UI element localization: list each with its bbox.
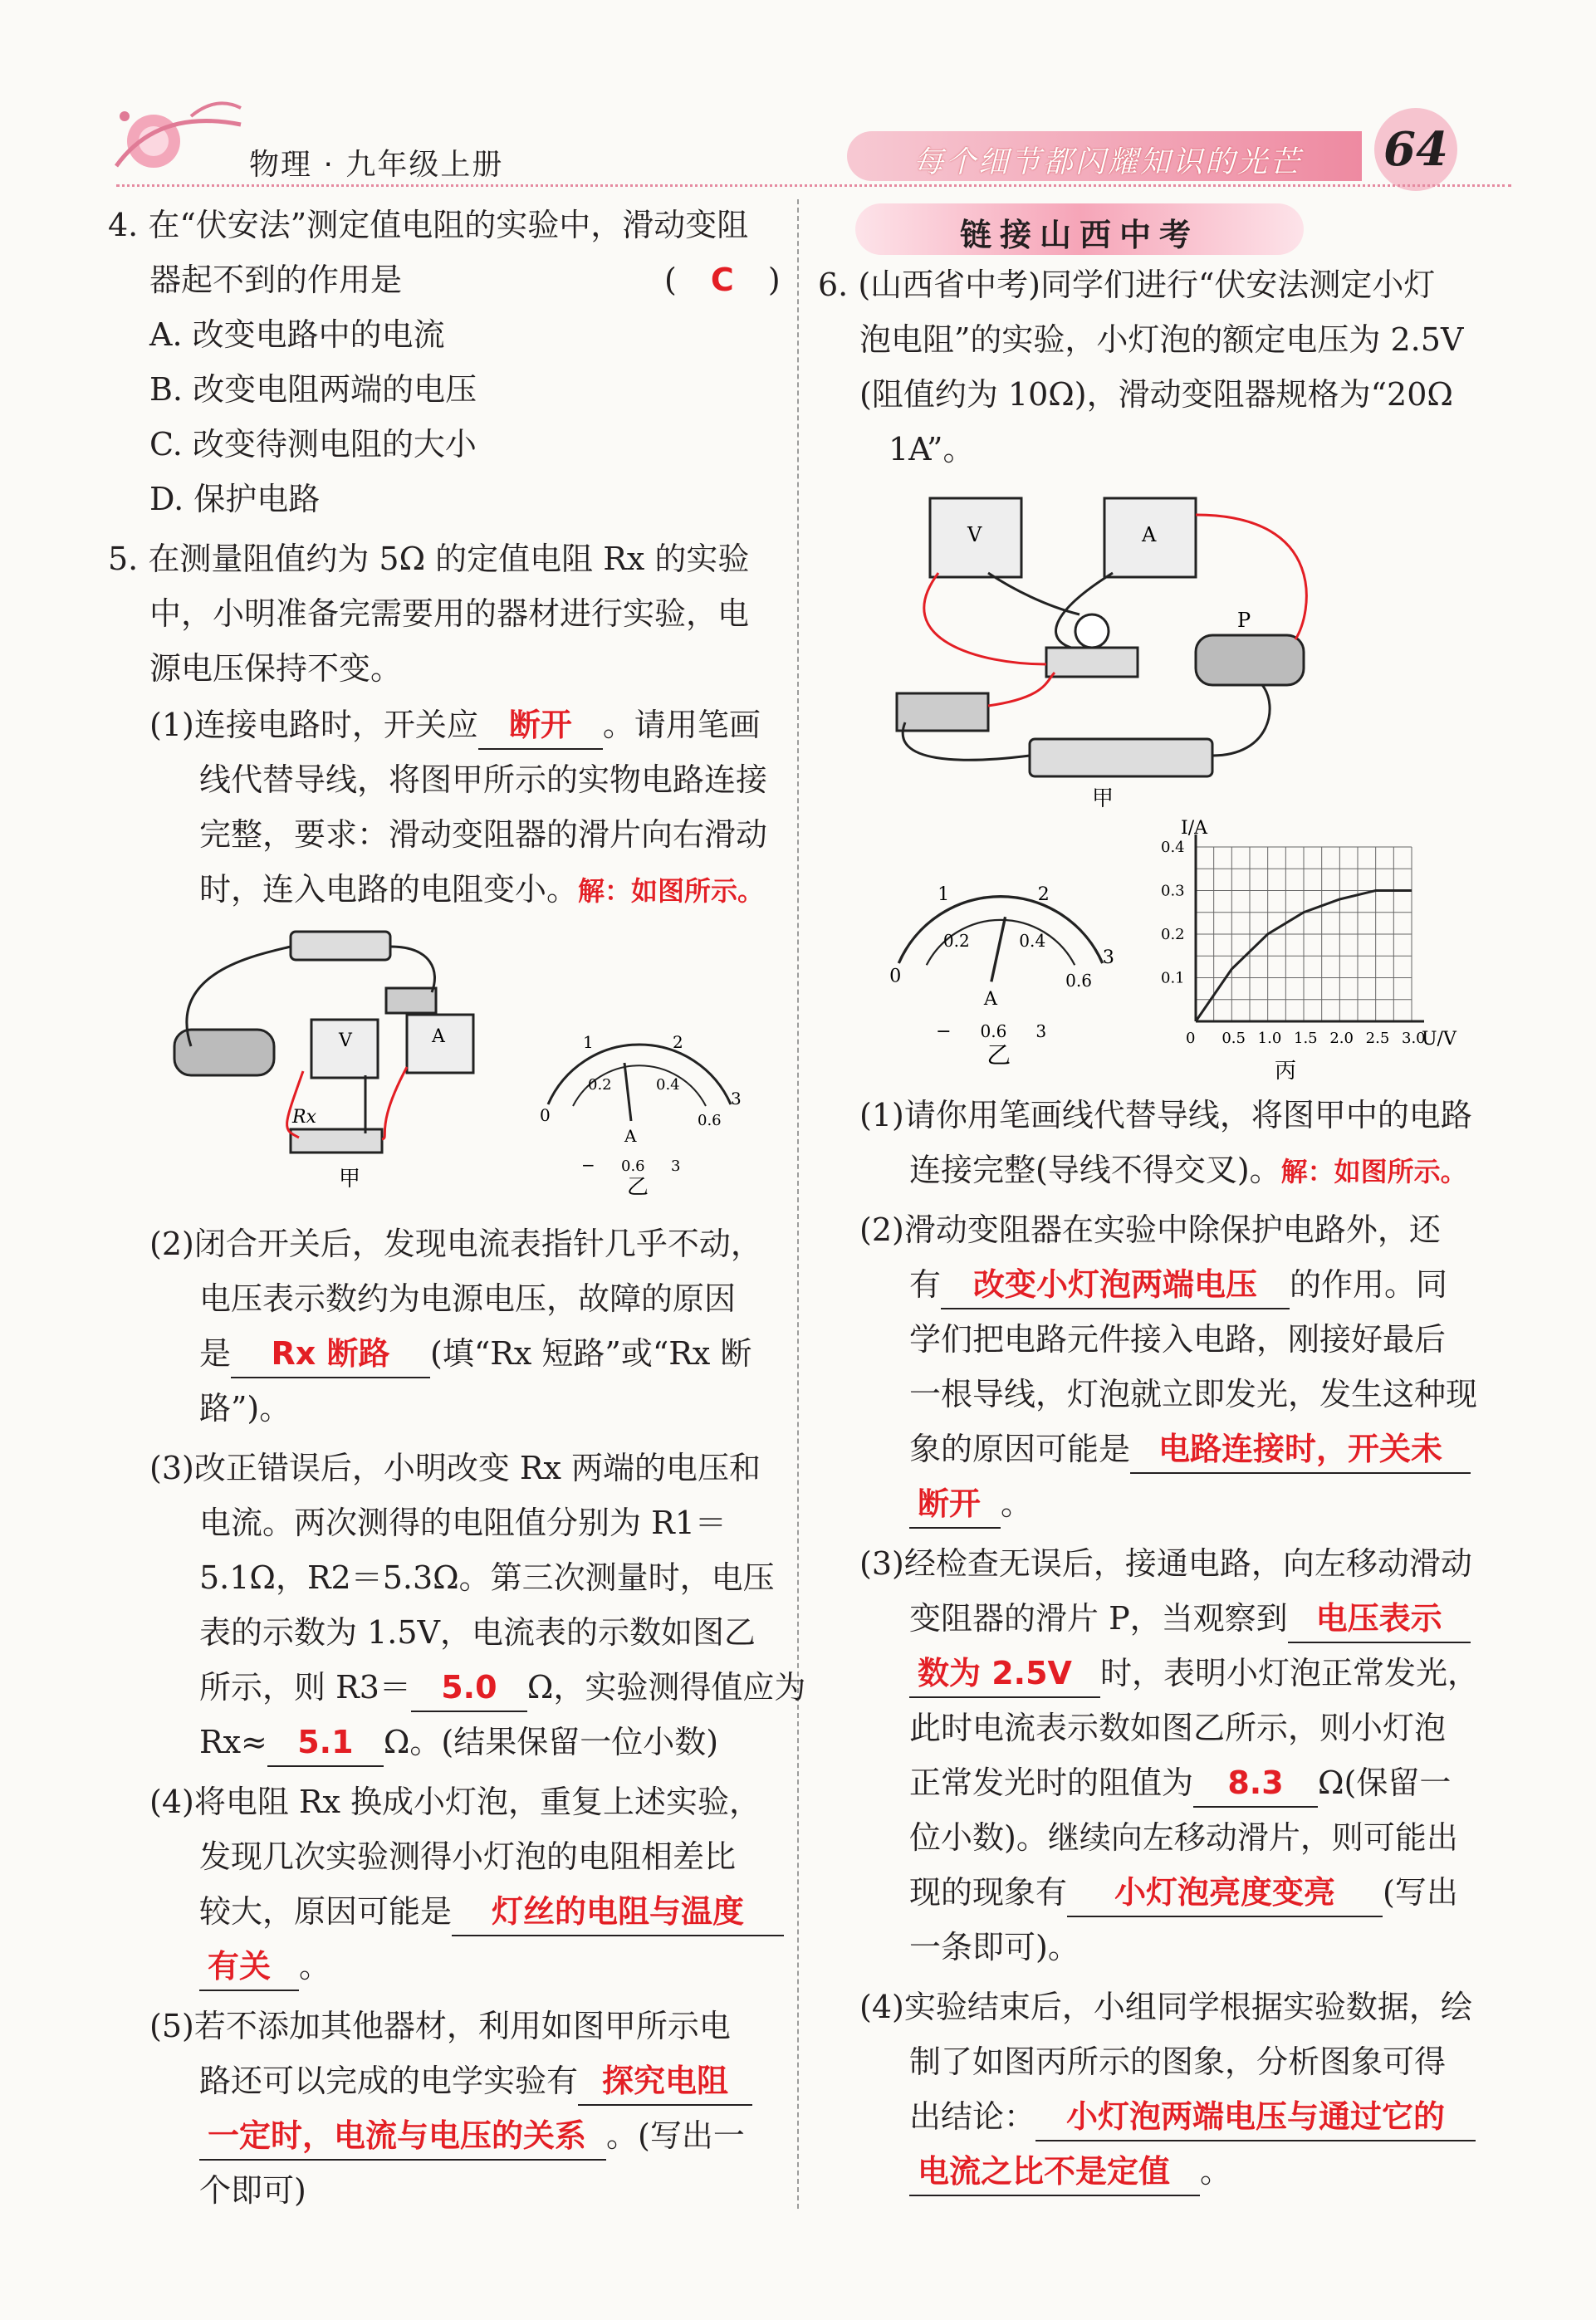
header-slogan: 每个细节都闪耀知识的光芒 [913,145,1303,179]
section-title: 链接山西中考 [959,217,1199,253]
meter-mark-0: 0 [540,1105,551,1125]
q5-p3-line2: 电流。两次测得的电阻值分别为 R1＝ [199,1505,727,1541]
q5-p3-line6: Rx≈ 5.1 Ω。(结果保留一位小数) [199,1715,718,1769]
q6-p1-line1: (1)请你用笔画线代替导线，将图甲中的电路 [859,1097,1472,1133]
q5-p1-note: 解：如图所示。 [578,875,765,907]
fig-jia-caption: 甲 [339,1167,361,1187]
q6-p3-line1: (3)经检查无误后，接通电路，向左移动滑动 [859,1545,1472,1582]
svg-text:0: 0 [889,965,902,987]
svg-text:3: 3 [1102,947,1114,968]
svg-text:0.6: 0.6 [1065,970,1092,991]
q5-p4-line3: 较大，原因可能是 灯丝的电阻与温度 [199,1884,784,1939]
q5-p5-line2: 路还可以完成的电学实验有 探究电阻 [199,2053,752,2108]
q4-option-c: C. 改变待测电阻的大小 [149,426,477,463]
svg-text:2: 2 [1037,883,1050,906]
switch [386,988,436,1013]
meter-needle-right [991,917,1006,981]
fig-bing-caption: 丙 [1275,1059,1297,1084]
q6-p2-line3: 学们把电路元件接入电路，刚接好最后 [909,1321,1447,1358]
q5-p3-line5: 所示，则 R3＝ 5.0 Ω，实验测得值应为 [199,1660,805,1715]
svg-text:A: A [1142,523,1157,546]
q5-p1-answer: 断开 [478,702,603,750]
chart-x-tick: 2.5 [1365,1030,1390,1047]
q6-p2-line2: 有 改变小灯泡两端电压 的作用。同 [909,1257,1447,1312]
q6-p1-note: 解：如图所示。 [1280,1156,1467,1187]
svg-text:0.6: 0.6 [980,1021,1007,1042]
q6-p3-line3: 数为 2.5V 时，表明小灯泡正常发光， [909,1646,1479,1701]
meter-unit: A [624,1126,637,1146]
q5-p5-answer1: 探究电阻 [578,2058,752,2106]
q6-p2-line5: 象的原因可能是 电路连接时，开关未 [909,1422,1471,1476]
ammeter-dial-yi-right [880,855,1121,1071]
q5-p2-line4: 路”)。 [199,1390,291,1427]
q6-p3-line4: 此时电流表示数如图乙所示，则小灯泡 [909,1710,1447,1746]
ammeter-label: A [432,1026,445,1047]
q6-p4-line2: 制了如图丙所示的图象，分析图象可得 [909,2043,1447,2080]
q5-p4-line4: 有关 。 [199,1939,330,1994]
meter-inner-04: 0.4 [656,1076,680,1094]
switch-right [897,693,988,731]
q5-p4-line2: 发现几次实验测得小灯泡的电阻相差比 [199,1838,737,1875]
q4-option-a: A. 改变电路中的电流 [149,316,445,353]
q6-p3-line7: 现的现象有 小灯泡亮度变亮 (写出 [909,1865,1458,1920]
terminal-neg: − [581,1155,595,1175]
q5-p1-line2: 线代替导线，将图甲所示的实物电路连接 [199,761,768,798]
q5-p3-answer2: 5.1 [267,1719,384,1767]
q6-p1-line2: 连接完整(导线不得交叉)。解：如图所示。 [909,1152,1467,1188]
header-divider [116,184,1511,187]
meter-mark-3: 3 [731,1089,742,1109]
q5-stem-1: 5. 在测量阻值约为 5Ω 的定值电阻 Rx 的实验 [108,541,750,577]
iu-graph-bing [1129,814,1511,1088]
fig-jia-right-caption: 甲 [1092,786,1114,811]
q5-p5-line1: (5)若不添加其他器材，利用如图甲所示电 [149,2008,731,2044]
q6-p3-answer1a: 电压表示 [1288,1595,1471,1643]
q5-stem-3: 源电压保持不变。 [149,650,403,687]
chart-xlabel: U/V [1422,1029,1456,1050]
q6-p4-line1: (4)实验结束后，小组同学根据实验数据，绘 [859,1989,1472,2025]
rheostat-right [1196,635,1304,685]
bulb-holder [1046,648,1138,677]
meter-inner-02: 0.2 [588,1076,612,1094]
q5-p4-answer1: 灯丝的电阻与温度 [452,1888,784,1936]
q5-p5-line4: 个即可) [199,2172,306,2209]
decorative-flower-icon [108,91,249,183]
bulb [1075,614,1109,648]
q5-p2-line2: 电压表示数约为电源电压，故障的原因 [199,1280,737,1317]
circuit-figure-jia-right [880,490,1329,814]
q5-p3-line3: 5.1Ω，R2＝5.3Ω。第三次测量时，电压 [199,1559,775,1596]
q4-answer-paren: ( C ) [664,252,781,307]
resistor-rx-label: Rx [292,1107,316,1128]
q4-answer: C [710,262,734,298]
svg-text:V: V [967,523,982,546]
svg-text:0.4: 0.4 [1019,930,1046,951]
q6-p4-answer2: 电流之比不是定值 [909,2148,1200,2196]
chart-x-tick: 2.0 [1329,1030,1354,1047]
meter-mark-2: 2 [673,1032,683,1052]
svg-text:0.2: 0.2 [942,930,970,951]
chart-x-tick: 0 [1186,1030,1196,1047]
q5-p1-line4: 时，连入电路的电阻变小。解：如图所示。 [199,871,765,908]
q6-p2-answer: 改变小灯泡两端电压 [941,1261,1290,1309]
chart-x-tick: 1.5 [1294,1030,1318,1047]
q6-p3-line8: 一条即可)。 [909,1929,1080,1965]
q5-p1-line1: (1)连接电路时，开关应 断开 。请用笔画 [149,697,761,752]
svg-text:1: 1 [938,883,950,906]
chart-y-tick: 0.2 [1161,926,1185,943]
q6-p2-line1: (2)滑动变阻器在实验中除保护电路外，还 [859,1211,1441,1248]
resistor-rx [291,1129,382,1153]
q5-p2-line3: 是 Rx 断路 (填“Rx 短路”或“Rx 断 [199,1326,751,1381]
q6-p4-line3: 出结论： 小灯泡两端电压与通过它的 [909,2089,1476,2144]
slider-label: P [1237,609,1251,632]
chart-x-tick: 3.0 [1402,1030,1426,1047]
q5-stem-2: 中，小明准备完需要用的器材进行实验，电 [149,595,750,632]
q6-stem-4: 1A”。 [889,431,975,467]
q6-p3-line6: 位小数)。继续向左移动滑片，则可能出 [909,1819,1458,1856]
q6-p4-answer1: 小灯泡两端电压与通过它的 [1035,2093,1476,2141]
q4-line1: 4. 在“伏安法”测定值电阻的实验中，滑动变阻 [108,207,749,243]
q6-p2-line4: 一根导线，灯泡就立即发光，发生这种现 [909,1376,1478,1412]
chart-ylabel: I/A [1181,818,1207,839]
q6-p4-line4: 电流之比不是定值 。 [909,2144,1231,2199]
q5-p5-line3: 一定时，电流与电压的关系 。(写出一 [199,2108,745,2163]
battery-box [291,932,390,960]
q6-p3-line2: 变阻器的滑片 P，当观察到 电压表示 [909,1591,1471,1646]
q5-p1-line3: 完整，要求：滑动变阻器的滑片向右滑动 [199,816,768,853]
column-divider [797,199,799,2209]
ammeter-dial-yi [531,1013,747,1196]
q6-p3-answer2: 8.3 [1193,1760,1318,1808]
q6-p2-answer2b: 断开 [909,1481,1001,1529]
q6-stem-3: (阻值约为 10Ω)，滑动变阻器规格为“20Ω [859,376,1453,413]
q5-p3-answer: 5.0 [411,1664,527,1712]
q6-p2-answer2a: 电路连接时，开关未 [1130,1426,1471,1474]
terminal-3: 3 [671,1158,681,1175]
chart-x-tick: 0.5 [1221,1030,1246,1047]
circuit-figure-jia [158,922,540,1187]
q5-p2-answer: Rx 断路 [231,1330,430,1378]
q6-stem-2: 泡电阻”的实验，小灯泡的额定电压为 2.5V [859,321,1464,358]
battery-right [1030,739,1212,776]
q5-p4-line1: (4)将电阻 Rx 换成小灯泡，重复上述实验， [149,1784,761,1820]
chart-y-tick: 0.4 [1161,839,1185,856]
svg-text:A: A [983,988,998,1011]
q5-p5-answer2: 一定时，电流与电压的关系 [199,2112,606,2161]
fig-yi-right-caption: 乙 [986,1040,1011,1069]
voltmeter-label: V [339,1030,352,1051]
meter-mark-1: 1 [583,1032,594,1052]
svg-text:−: − [935,1021,952,1043]
chart-y-tick: 0.3 [1161,882,1185,900]
fig-yi-caption: 乙 [627,1175,649,1196]
svg-text:3: 3 [1035,1021,1047,1042]
chart-x-tick: 1.0 [1257,1030,1282,1047]
q5-p3-line1: (3)改正错误后，小明改变 Rx 两端的电压和 [149,1450,761,1486]
subject-title: 物理 · 九年级上册 [249,148,504,182]
meter-needle [624,1063,631,1121]
q4-line2: 器起不到的作用是 [149,262,403,298]
q4-option-d: D. 保护电路 [149,481,321,517]
chart-y-tick: 0.1 [1161,969,1185,987]
q6-p3-line5: 正常发光时的阻值为 8.3 Ω(保留一 [909,1755,1451,1810]
page-number: 64 [1374,108,1457,191]
q5-p3-line4: 表的示数为 1.5V，电流表的示数如图乙 [199,1614,756,1651]
q6-p2-line6: 断开 。 [909,1476,1032,1531]
q5-p2-line1: (2)闭合开关后，发现电流表指针几乎不动， [149,1226,762,1262]
q6-stem-1: 6. (山西省中考)同学们进行“伏安法测定小灯 [818,267,1436,303]
terminal-06: 0.6 [621,1158,645,1175]
q5-p4-answer2: 有关 [199,1943,299,1991]
q6-p3-answer1b: 数为 2.5V [909,1650,1100,1698]
q4-option-b: B. 改变电阻两端的电压 [149,371,477,408]
q6-p3-answer3: 小灯泡亮度变亮 [1067,1869,1383,1917]
meter-inner-06: 0.6 [698,1112,722,1129]
